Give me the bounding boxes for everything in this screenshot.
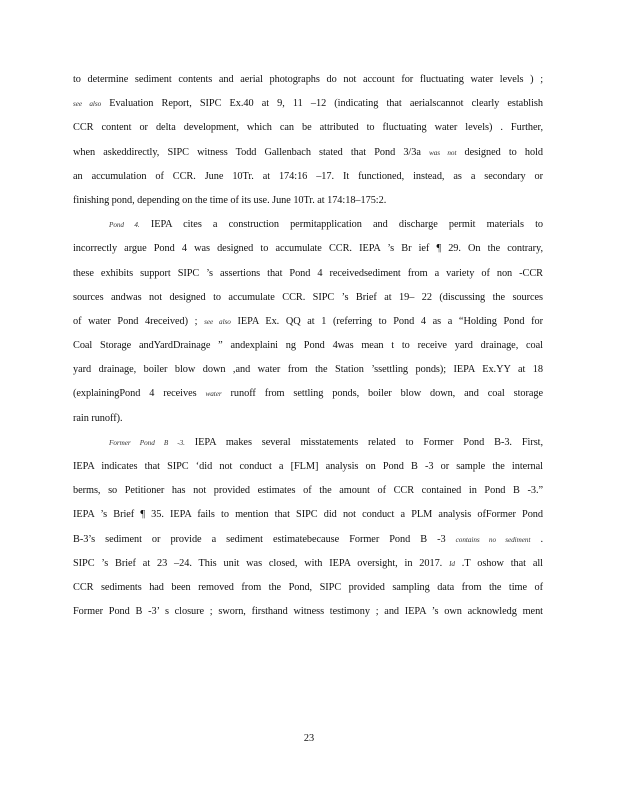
text-line (73, 455, 543, 479)
text-line (73, 407, 543, 431)
italic-text: contains no sediment (455, 535, 531, 544)
body-text (73, 68, 543, 624)
text-run: an accumulation of CCR. June 10Tr. at 174:16 –17. It functioned, instead, as a secondary or (73, 170, 543, 182)
text-run: of water Pond 4received) ; (73, 315, 205, 327)
text-line (73, 431, 543, 455)
text-line (73, 334, 543, 358)
page-number: 23 (303, 733, 315, 744)
text-run: Former Pond B -3’ s closure ; sworn, firsthand witness testimony ; and IEPA ’s own acknowledg ment (73, 606, 543, 618)
text-line (73, 141, 543, 165)
text-run: IEPA ’s Brief ¶ 35. IEPA fails to mention that SIPC did not conduct a PLM analysis ofFormer Pond (73, 509, 543, 521)
text-run: B-3’s sediment or provide a sediment estimatebecause Former Pond B -3 (73, 533, 456, 545)
text-run: CCR content or delta development, which can be attributed to fluctuating water levels) . Further, (73, 122, 543, 134)
text-line (73, 165, 543, 189)
text-run: these exhibits support SIPC ’s assertions that Pond 4 receivedsediment from a variety of non -CCR (73, 267, 543, 279)
italic-text: was not (428, 148, 457, 157)
text-line (73, 528, 543, 552)
text-line (73, 262, 543, 286)
text-run: designed to hold (456, 146, 543, 158)
italic-text: Id (449, 559, 455, 568)
text-run: (explainingPond 4 receives (73, 388, 206, 400)
text-run: IEPA indicates that SIPC ‘did not conduct a [FLM] analysis on Pond B -3 or sample the internal (73, 461, 543, 472)
text-line (73, 382, 543, 406)
text-line (73, 552, 543, 576)
text-run: incorrectly argue Pond 4 was designed to accumulate CCR. IEPA ’s Br ief ¶ 29. On the contrary, (73, 243, 543, 255)
text-line (73, 189, 543, 213)
italic-text: Pond 4. (109, 221, 140, 230)
text-line (73, 358, 543, 382)
italic-text: water (205, 390, 222, 399)
text-run: SIPC ’s Brief at 23 –24. This unit was closed, with IEPA oversight, in 2017. (73, 557, 450, 569)
italic-text: Former Pond B -3. (109, 438, 185, 447)
text-line (73, 116, 543, 140)
text-run: rain runoff). (73, 412, 123, 424)
text-run: CCR sediments had been removed from the Pond, SIPC provided sampling data from the time of (73, 581, 543, 593)
text-run: . (530, 533, 543, 545)
text-run: sources andwas not designed to accumulate CCR. SIPC ’s Brief at 19– 22 (discussing the sources (73, 291, 543, 303)
text-line (73, 310, 543, 334)
text-line (73, 213, 543, 237)
text-line (73, 479, 543, 503)
text-run: finishing pond, depending on the time of its use. June 10Tr. at 174:18–175:2. (73, 194, 387, 206)
text-run: IEPA makes several misstatements related to Former Pond B-3. First, (184, 436, 543, 448)
text-run: when askeddirectly, SIPC witness Todd Gallenbach stated that Pond 3/3a (73, 146, 429, 158)
text-run: Coal Storage andYardDrainage ” andexplaini ng Pond 4was mean t to receive yard drainage, coal (73, 340, 543, 352)
text-run: to determine sediment contents and aerial photographs do not account for fluctuating water levels ) ; (73, 74, 543, 85)
italic-text: see also (204, 317, 231, 326)
text-line (73, 286, 543, 310)
text-run: IEPA Ex. QQ at 1 (referring to Pond 4 as a “Holding Pond for (230, 315, 543, 327)
italic-text: see also (73, 100, 102, 109)
text-line (73, 503, 543, 527)
text-line (73, 600, 543, 624)
text-line (73, 92, 543, 116)
text-run: .T oshow that all (454, 557, 543, 569)
text-line (73, 576, 543, 600)
text-run: IEPA cites a construction permitapplication and discharge permit materials to (139, 219, 543, 231)
text-run: runoff from settling ponds, boiler blow down, and coal storage (221, 388, 543, 400)
text-run: Evaluation Report, SIPC Ex.40 at 9, 11 –12 (indicating that aerialscannot clearly establish (101, 98, 543, 110)
text-line (73, 237, 543, 261)
text-line (73, 68, 543, 92)
text-run: berms, so Petitioner has not provided estimates of the amount of CCR contained in Pond B -3.” (73, 485, 543, 497)
text-run: yard drainage, boiler blow down ,and water from the Station ’ssettling ponds); IEPA Ex.YY at 18 (73, 364, 543, 376)
